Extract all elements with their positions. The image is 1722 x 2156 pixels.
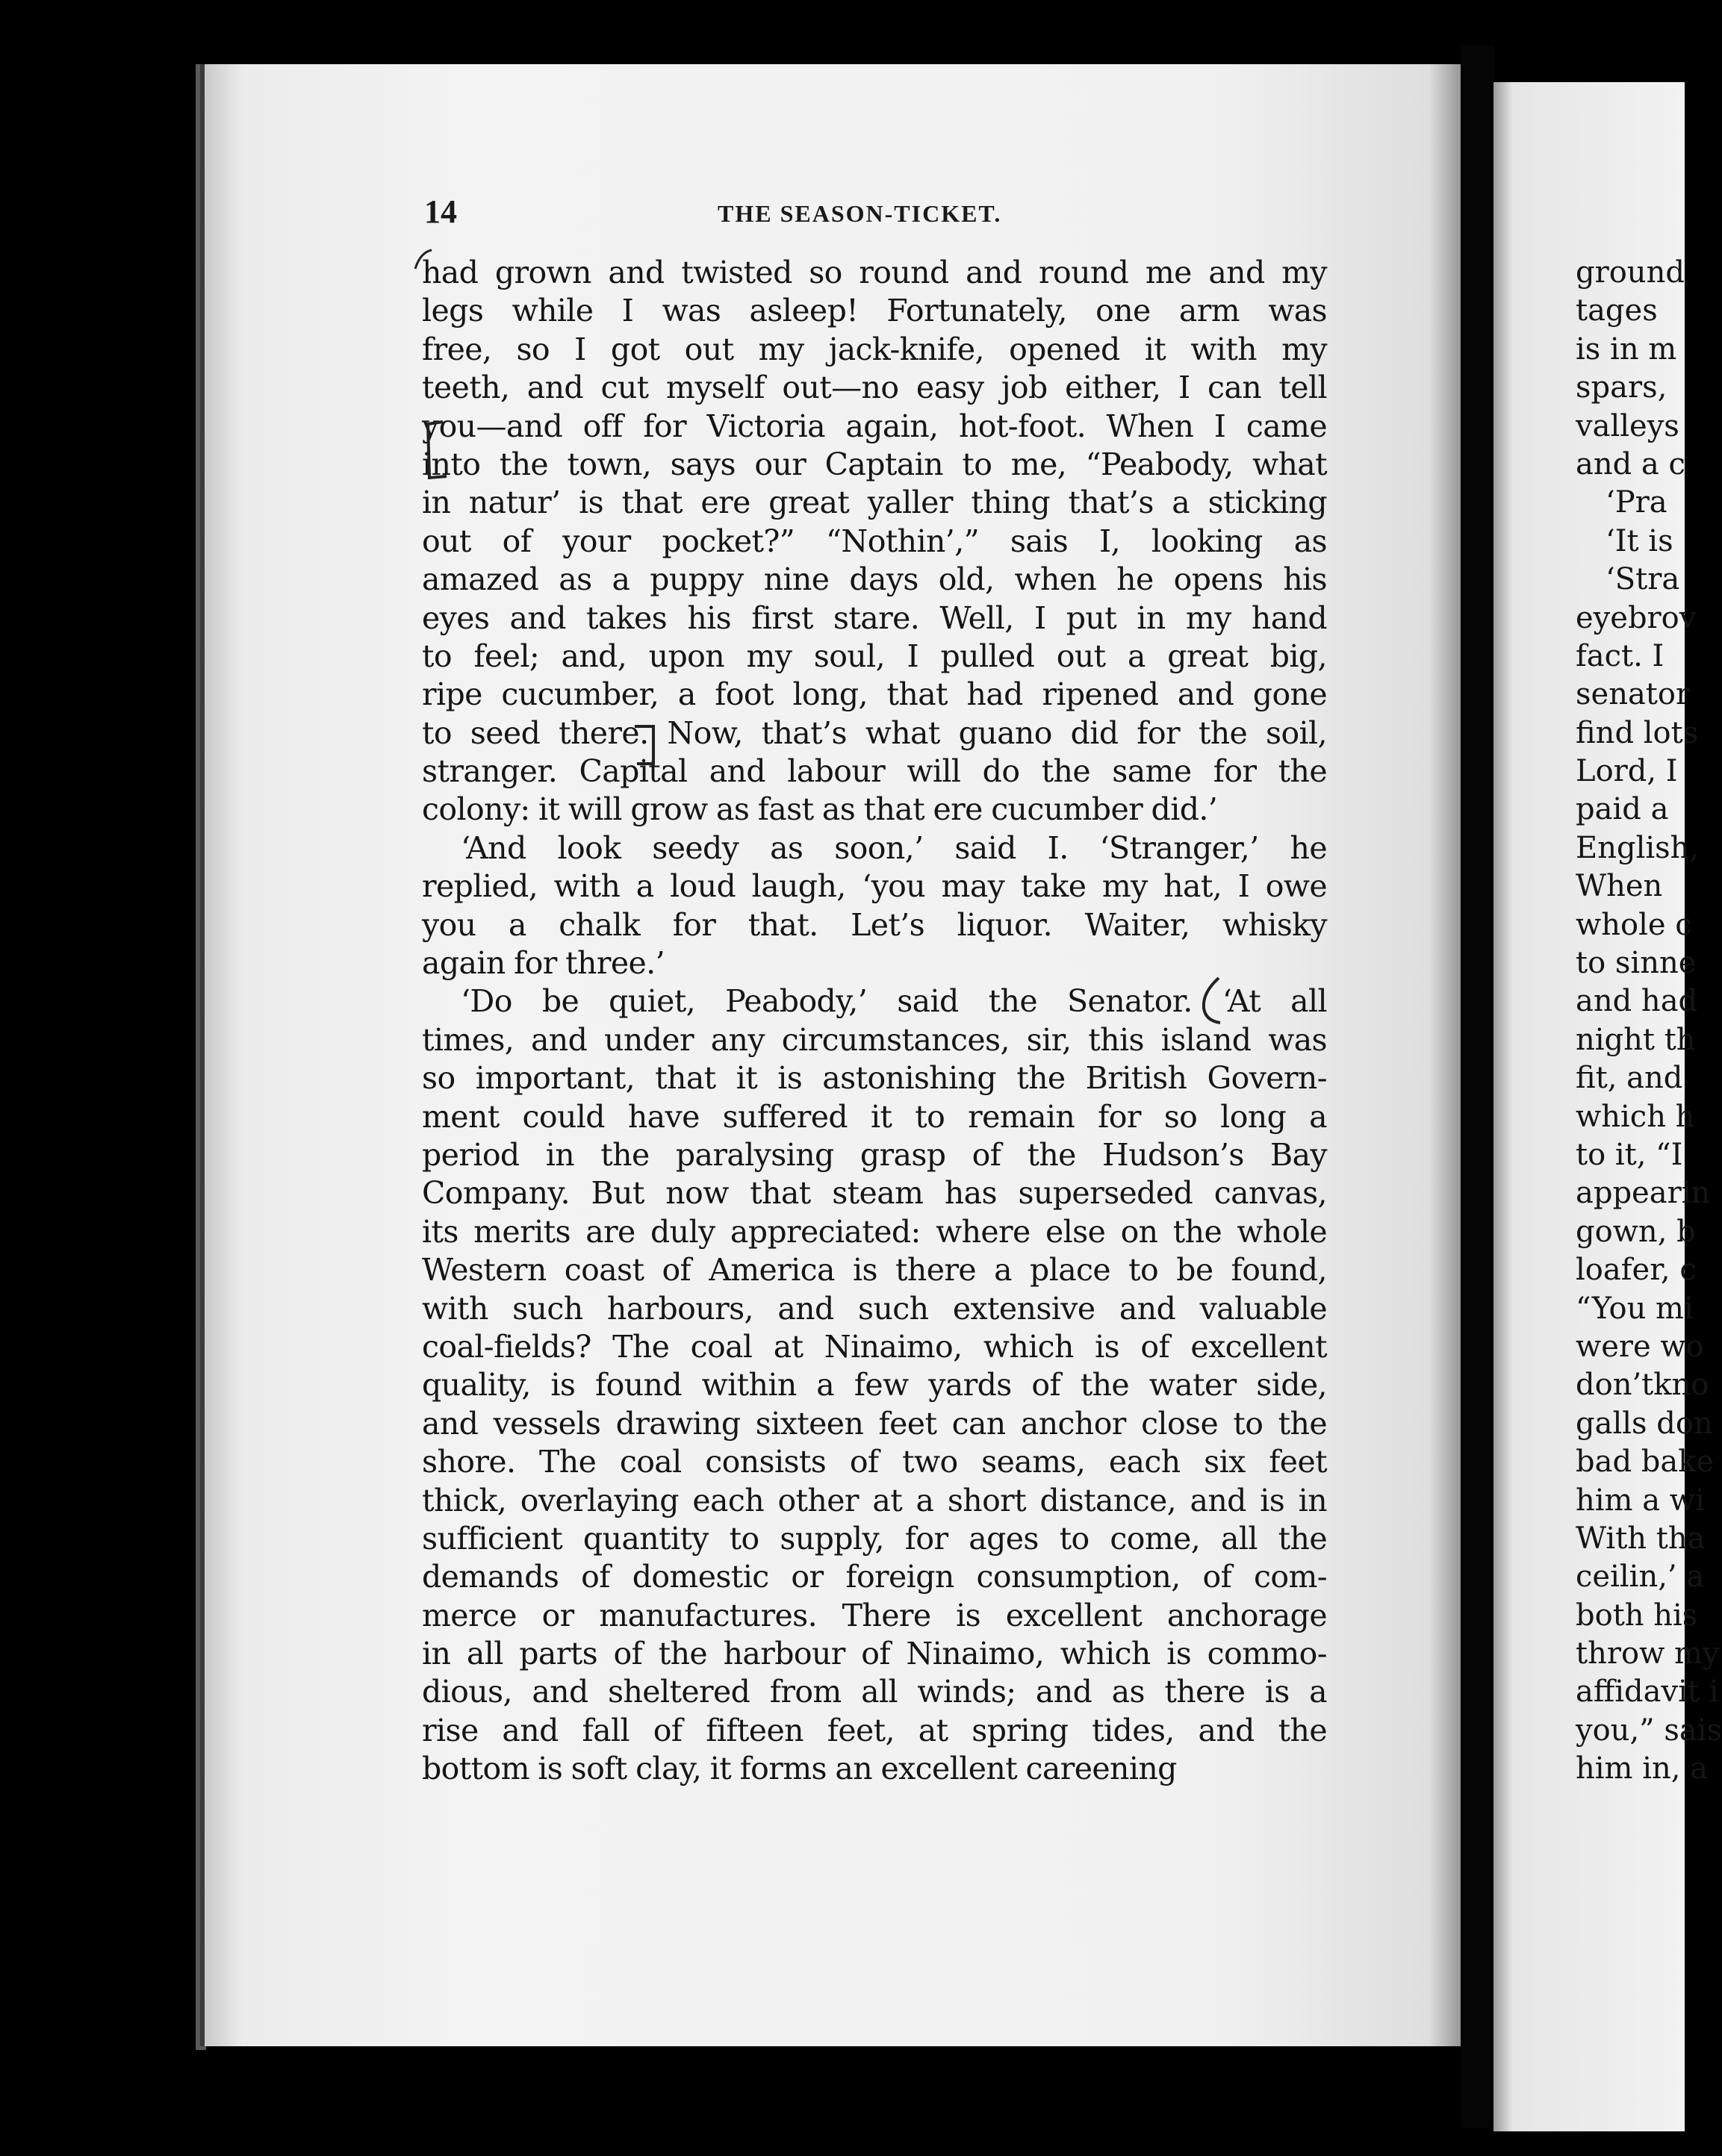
text-line: you a chalk for that. Let’s liquor. Waiter, whisky (422, 906, 1327, 943)
text-line: him a wi (1576, 1483, 1705, 1518)
text-line: eyebrov (1576, 600, 1697, 635)
running-title: THE SEASON-TICKET. (718, 200, 1002, 227)
text-line: ripe cucumber, a foot long, that had ripened and gone (422, 676, 1327, 713)
text-line: ‘Pra (1606, 485, 1667, 520)
text-line: tages (1576, 293, 1658, 328)
text-line: its merits are duly appreciated: where else on the whole (422, 1213, 1327, 1250)
text-line: him in, a (1576, 1751, 1709, 1786)
text-line: with such harbours, and such extensive and valuable (422, 1290, 1327, 1327)
text-line: ‘Do be quiet, Peabody,’ said the Senator. ‘At all (461, 983, 1327, 1020)
text-line: again for three.’ (422, 945, 665, 982)
text-line: to feel; and, upon my soul, I pulled out a great big, (422, 638, 1327, 674)
text-line: free, so I got out my jack-knife, opened it with my (422, 331, 1327, 367)
text-line: find lots (1576, 715, 1699, 750)
book-gutter (1461, 45, 1495, 2128)
pencil-tick-mark (409, 246, 439, 276)
text-line: to it, “I (1576, 1137, 1683, 1172)
text-line: Lord, I (1576, 754, 1678, 789)
text-line: throw my (1576, 1636, 1720, 1671)
text-line: stranger. Capital and labour will do the same for the (422, 753, 1327, 790)
text-line: Western coast of America is there a place to be found, (422, 1252, 1327, 1289)
text-line: English, (1576, 830, 1700, 865)
text-line: times, and under any circumstances, sir, this island was (422, 1021, 1327, 1058)
text-line: whole c (1576, 907, 1692, 942)
text-line: colony: it will grow as fast as that ere cucumber did.’ (422, 791, 1218, 828)
text-line: and had (1576, 984, 1698, 1019)
text-line: period in the paralysing grasp of the Hudson’s Bay (422, 1136, 1327, 1173)
text-line: affidavit i (1576, 1674, 1719, 1710)
text-line: Company. But now that steam has superseded canvas, (422, 1175, 1327, 1212)
text-line: With tha (1576, 1521, 1706, 1556)
text-line: had grown and twisted so round and round me and my (422, 255, 1327, 290)
text-line: ‘Stra (1606, 562, 1680, 597)
text-line: replied, with a loud laugh, ‘you may take my hat, I owe (422, 868, 1327, 905)
text-line: and a c (1576, 446, 1685, 482)
text-line: fact. I (1576, 638, 1665, 673)
text-line: ceilin,’ a (1576, 1560, 1705, 1595)
text-line: ment could have suffered it to remain for so long a (422, 1098, 1327, 1135)
text-line: into the town, says our Captain to me, “Peabody, what (422, 446, 1327, 482)
text-line: you—and off for Victoria again, hot-foot. When I came (422, 408, 1327, 444)
text-line: eyes and takes his first stare. Well, I put in my hand (422, 599, 1327, 636)
text-line: dious, and sheltered from all winds; and as there is a (422, 1674, 1327, 1710)
text-line: merce or manufactures. There is excellent anchorage (422, 1597, 1327, 1633)
text-line: is in m (1576, 331, 1677, 367)
pencil-bracket-mark (631, 723, 661, 767)
text-line: don’tkno (1576, 1368, 1709, 1403)
text-line: in all parts of the harbour of Ninaimo, which is commo- (422, 1636, 1327, 1672)
text-line: and vessels drawing sixteen feet can anchor close to the (422, 1405, 1327, 1442)
text-line: thick, overlaying each other at a short distance, and is in (422, 1482, 1327, 1518)
text-line: valleys (1576, 408, 1679, 443)
text-line: in natur’ is that ere great yaller thing that’s a sticking (422, 485, 1327, 521)
running-head (424, 193, 1329, 237)
text-line: both his (1576, 1598, 1698, 1633)
text-line: gown, b (1576, 1214, 1696, 1249)
text-line: night th (1576, 1022, 1696, 1057)
text-line: fit, and (1576, 1061, 1683, 1096)
text-line: to seed there. Now, that’s what guano did for the soil, (422, 714, 1327, 751)
text-line: When (1576, 869, 1663, 904)
right-page-body (1576, 254, 1722, 1789)
text-line: out of your pocket?” “Nothin’,” sais I, looking as (422, 523, 1327, 559)
text-line: rise and fall of fifteen feet, at spring tides, and the (422, 1712, 1327, 1748)
text-line: galls don (1576, 1406, 1713, 1441)
page-number: 14 (424, 193, 457, 230)
text-line: ground (1576, 255, 1685, 290)
text-line: appearin (1576, 1176, 1711, 1211)
text-line: to sinne (1576, 946, 1697, 981)
text-line: which h (1576, 1099, 1695, 1134)
pencil-bracket-mark (413, 418, 458, 485)
text-line: teeth, and cut myself out—no easy job either, I can tell (422, 370, 1327, 406)
text-line: amazed as a puppy nine days old, when he opens his (422, 561, 1327, 598)
text-line: bottom is soft clay, it forms an excellent careening (422, 1751, 1177, 1787)
text-line: quality, is found within a few yards of the water side, (422, 1367, 1327, 1403)
text-line: shore. The coal consists of two seams, each six feet (422, 1444, 1327, 1480)
text-line: ‘It is (1606, 523, 1673, 558)
text-line: legs while I was asleep! Fortunately, one arm was (422, 293, 1327, 329)
text-line: bad bake (1576, 1445, 1715, 1480)
text-line: ‘And look seedy as soon,’ said I. ‘Stranger,’ he (461, 829, 1327, 866)
text-line: “You mi (1576, 1291, 1694, 1326)
text-line: loafer, c (1576, 1253, 1697, 1288)
text-line: demands of domestic or foreign consumption, of com- (422, 1559, 1327, 1595)
text-line: were wo (1576, 1329, 1704, 1364)
text-line: coal-fields? The coal at Ninaimo, which is of excellent (422, 1328, 1327, 1365)
text-line: you,” sais (1576, 1713, 1722, 1748)
text-line: paid a (1576, 792, 1669, 827)
pencil-bracket-mark (1196, 974, 1226, 1026)
text-line: so important, that it is astonishing the British Govern- (422, 1060, 1327, 1097)
text-line: spars, (1576, 370, 1667, 405)
left-page-body (422, 254, 1327, 1789)
text-line: senator (1576, 677, 1691, 712)
text-line: sufficient quantity to supply, for ages to come, all the (422, 1520, 1327, 1557)
